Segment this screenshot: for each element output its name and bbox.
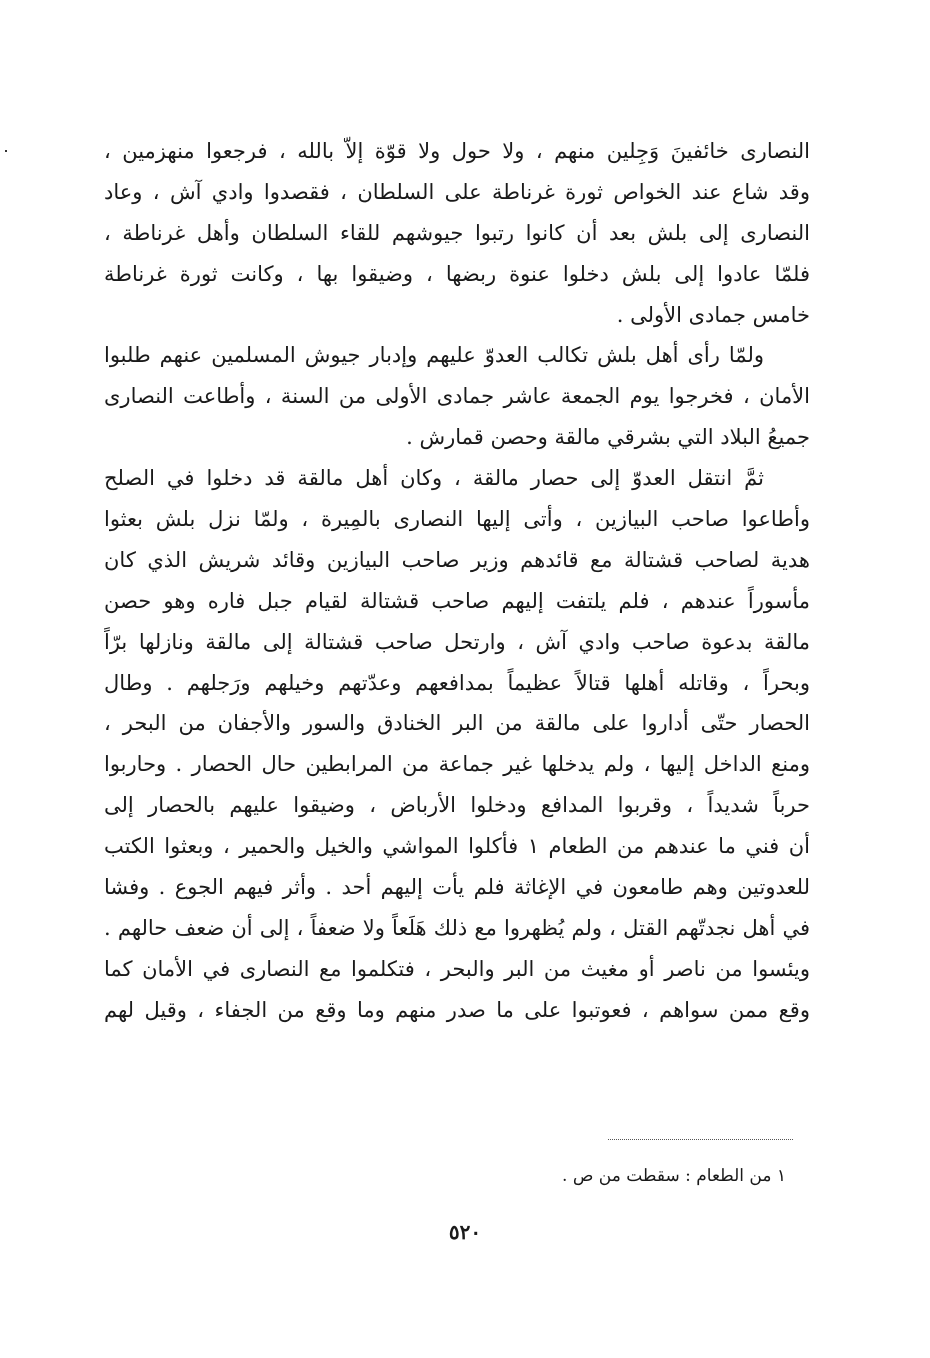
- text-line: جميعُ البلاد التي بشرقي مالقة وحصن قمارش .: [406, 425, 810, 450]
- text-line: ومنع الداخل إليها ، ولم يدخلها غير جماعة من المرابطين حال الحصار . وحاربوا: [104, 752, 810, 777]
- scan-speck: [5, 150, 7, 152]
- text-line: ويئسوا من ناصر أو مغيث من البر والبحر ، فتكلموا مع النصارى في الأمان كما: [104, 956, 810, 981]
- text-line: وأطاعوا صاحب البيازين ، وأتى إليها النصارى بالمِيرة ، ولمّا نزل بلش بعثوا: [104, 507, 810, 532]
- text-line: مأسوراً عندهم ، فلم يلتفت إليهم صاحب قشتالة لقيام جبل فاره وهو حصن: [104, 588, 810, 613]
- paragraph-first-line: ولمّا رأى أهل بلش تكالب العدوّ عليهم وإدبار جيوش المسلمين عنهم طلبوا: [104, 343, 764, 368]
- text-line: وقد شاع عند الخواص ثورة غرناطة على السلطان ، فقصدوا وادي آش ، وعاد: [104, 179, 810, 204]
- text-line: فلمّا عادوا إلى بلش دخلوا عنوة ربضها ، وضيقوا بها ، وكانت ثورة غرناطة: [104, 261, 810, 286]
- text-line: حرباً شديداً ، وقربوا المدافع ودخلوا الأرباض ، وضيقوا عليهم بالحصار إلى: [104, 793, 810, 818]
- text-line: الحصار حتّى أداروا على مالقة من البر الخنادق والسور والأجفان من البحر ،: [104, 711, 810, 736]
- text-line: خامس جمادى الأولى .: [616, 302, 810, 327]
- text-line: النصارى خائفينَ وَجِلين منهم ، ولا حول ولا قوّة إلاّ بالله ، فرجعوا منهزمين ،: [104, 139, 810, 163]
- page-number: ٥٢٠: [448, 1220, 482, 1244]
- text-line: مالقة بدعوة صاحب وادي آش ، وارتحل صاحب قشتالة إلى مالقة ونازلها برّاً: [104, 629, 810, 654]
- paragraph-first-line: ثمَّ انتقل العدوّ إلى حصار مالقة ، وكان أهل مالقة قد دخلوا في الصلح: [104, 466, 764, 491]
- text-line: هدية لصاحب قشتالة مع قائدهم وزير صاحب البيازين وقائد شريش الذي كان: [104, 547, 810, 572]
- text-line: الأمان ، فخرجوا يوم الجمعة عاشر جمادى الأولى من السنة ، وأطاعت النصارى: [104, 384, 810, 409]
- text-line: في أهل نجدتّهم القتل ، ولم يُظهروا مع ذلك هَلَعاً ولا ضعفاً ، إلى أن ضعف حالهم .: [104, 915, 810, 940]
- text-line: للعدوتين وهم طامعون في الإغاثة فلم يأت إليهم أحد . وأثر فيهم الجوع . وفشا: [104, 875, 810, 900]
- text-line: وقع ممن سواهم ، فعوتبوا على ما صدر منهم وما وقع من الجفاء ، وقيل لهم: [104, 997, 810, 1022]
- text-line: وبحراً ، وقاتله أهلها قتالاً عظيماً بمدافعهم وعدّتهم وخيلهم ورَجلهم . وطال: [104, 670, 810, 695]
- text-line: النصارى إلى بلش بعد أن كانوا رتبوا جيوشهم للقاء السلطان وأهل غرناطة ،: [104, 220, 810, 245]
- footnote: ١ من الطعام : سقطت من ص .: [562, 1166, 786, 1186]
- footnote-separator: [608, 1139, 793, 1140]
- body-text: [104, 131, 810, 1031]
- text-line: أن فني ما عندهم من الطعام ١ فأكلوا المواشي والخيل والحمير ، وبعثوا الكتب: [104, 834, 810, 859]
